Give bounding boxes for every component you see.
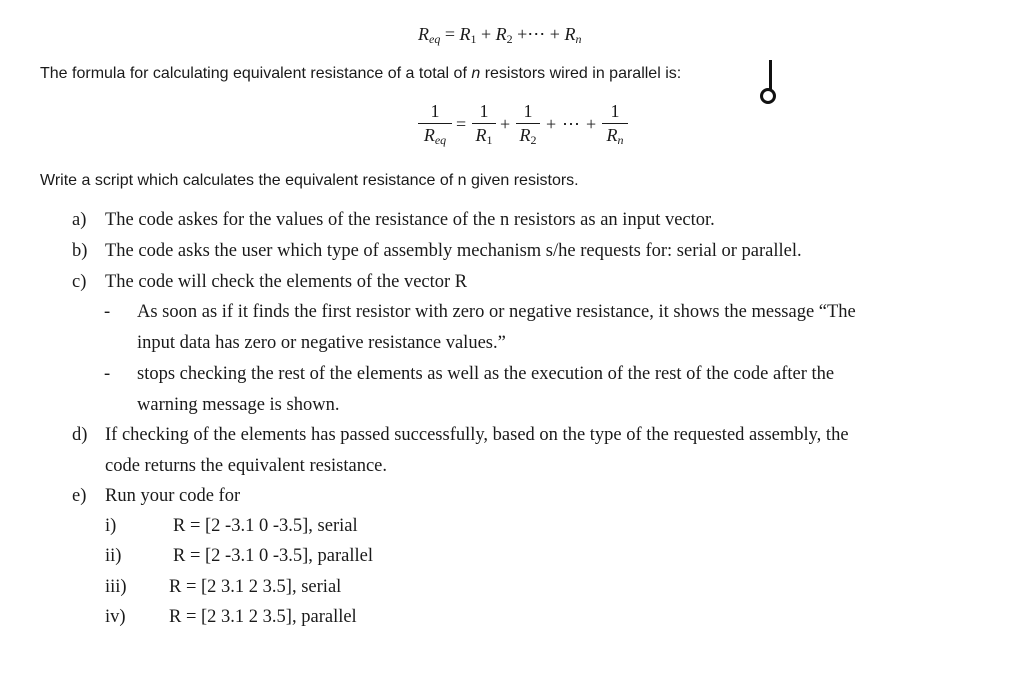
fraction-bar: [602, 123, 628, 124]
series-t2-sub: 2: [506, 32, 513, 46]
fraction-r1-den: R: [475, 125, 487, 145]
fraction-rn-den: R: [606, 125, 618, 145]
fraction-r1-den-sub: 1: [486, 133, 493, 147]
run-vector: R = [2 3.1 2 3.5]: [169, 577, 292, 597]
series-tn: R: [564, 24, 576, 44]
parallel-eq: =: [456, 114, 467, 134]
item-marker: b): [72, 241, 88, 261]
series-tn-sub: n: [575, 32, 582, 46]
fraction-r2: [516, 101, 540, 146]
series-dots: ⋯: [527, 24, 546, 44]
subitem-text: stops checking the rest of the elements as well as the execution of the rest of the code after the: [137, 364, 835, 384]
parallel-dots: ⋯: [562, 114, 580, 134]
run-mode: , serial: [308, 516, 358, 536]
series-lhs: R: [418, 24, 429, 44]
series-plus2: +: [517, 24, 528, 44]
fraction-lhs-den-sub: eq: [434, 133, 447, 147]
run-vector: R = [2 -3.1 0 -3.5]: [173, 546, 309, 566]
fraction-rn: [602, 101, 628, 146]
subitem-text: As soon as if it finds the first resistor with zero or negative resistance, it shows the message “The: [137, 302, 856, 322]
fraction-r1-num: 1: [479, 101, 489, 121]
series-formula: [418, 24, 581, 45]
run-line: [169, 577, 341, 598]
task-statement: Write a script which calculates the equivalent resistance of n given resistors.: [40, 172, 579, 189]
subitem-text: warning message is shown.: [137, 395, 340, 415]
run-marker: ii): [105, 546, 122, 566]
run-line: [173, 546, 373, 567]
parallel-plus2: +: [546, 114, 557, 134]
run-vector: R = [2 -3.1 0 -3.5]: [173, 516, 309, 536]
fraction-bar: [516, 123, 540, 124]
fraction-r2-den-sub: 2: [530, 133, 537, 147]
series-plus3: +: [549, 24, 560, 44]
item-text: The code asks the user which type of assembly mechanism s/he requests for: serial or parallel.: [105, 241, 802, 261]
item-marker: c): [72, 272, 87, 292]
item-marker: e): [72, 486, 87, 506]
fraction-bar: [472, 123, 496, 124]
run-marker: i): [105, 516, 117, 536]
fraction-lhs-den: R: [423, 125, 435, 145]
fraction-r2-den: R: [519, 125, 531, 145]
series-t1-sub: 1: [470, 32, 477, 46]
run-mode: , parallel: [308, 546, 374, 566]
parallel-intro-after: resistors wired in parallel is:: [480, 65, 682, 82]
parallel-plus3: +: [586, 114, 597, 134]
parallel-intro-n: n: [471, 65, 481, 82]
run-mode: , parallel: [291, 607, 357, 627]
subitem-text: input data has zero or negative resistance values.”: [137, 333, 506, 353]
parallel-plus1: +: [500, 114, 511, 134]
run-mode: , serial: [291, 577, 342, 597]
subitem-marker: -: [104, 302, 111, 322]
item-marker: a): [72, 210, 87, 230]
fraction-lhs: [418, 101, 452, 146]
fraction-r2-num: 1: [523, 101, 533, 121]
fraction-lhs-num: 1: [430, 101, 440, 121]
run-line: [173, 516, 358, 537]
series-t1: R: [459, 24, 471, 44]
item-text: Run your code for: [105, 486, 241, 506]
run-vector: R = [2 3.1 2 3.5]: [169, 607, 292, 627]
fraction-rn-den-sub: n: [617, 133, 624, 147]
parallel-intro-before: The formula for calculating equivalent resistance of a total of: [40, 65, 472, 82]
run-marker: iv): [105, 607, 126, 627]
item-text: The code will check the elements of the vector R: [105, 272, 468, 292]
series-eq: =: [444, 24, 455, 44]
series-plus1: +: [480, 24, 492, 44]
run-line: [169, 607, 357, 628]
subitem-marker: -: [104, 364, 111, 384]
fraction-bar: [418, 123, 452, 124]
item-text: If checking of the elements has passed successfully, based on the type of the requested assembly, the: [105, 425, 849, 445]
series-t2: R: [495, 24, 507, 44]
cursor-ring-icon: [760, 88, 776, 104]
fraction-r1: [472, 101, 496, 146]
item-text: code returns the equivalent resistance.: [105, 456, 388, 476]
fraction-rn-num: 1: [610, 101, 620, 121]
run-marker: iii): [105, 577, 127, 597]
text-cursor-icon: [769, 60, 772, 90]
item-marker: d): [72, 425, 88, 445]
parallel-intro: [40, 65, 681, 83]
item-text: The code askes for the values of the resistance of the n resistors as an input vector.: [105, 210, 715, 230]
series-lhs-sub: eq: [429, 32, 441, 46]
